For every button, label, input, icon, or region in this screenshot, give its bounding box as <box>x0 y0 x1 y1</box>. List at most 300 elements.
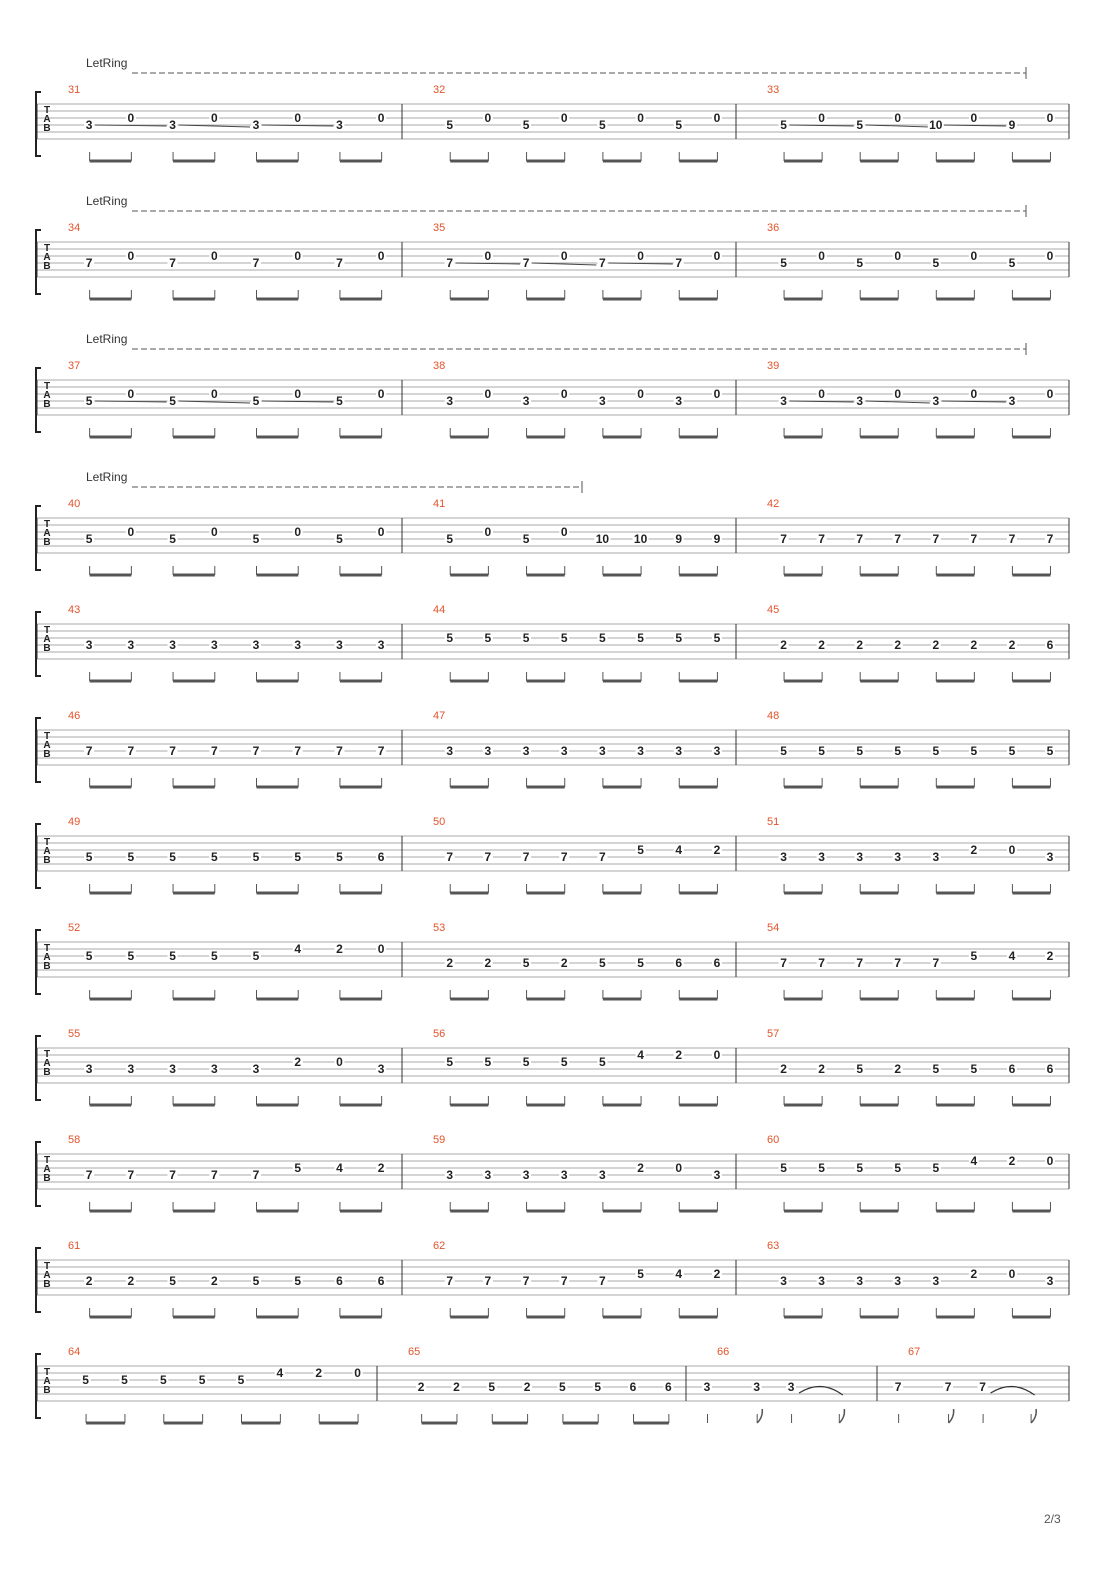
fret-number: 7 <box>944 1380 952 1394</box>
fret-number: 7 <box>856 956 864 970</box>
fret-number: 5 <box>488 1380 496 1394</box>
measure <box>68 1240 386 1317</box>
tab-system <box>36 604 1069 681</box>
measure <box>433 498 722 575</box>
fret-number: 3 <box>169 118 176 132</box>
fret-number: 5 <box>1046 744 1054 758</box>
fret-number: 0 <box>818 249 825 263</box>
fret-number: 4 <box>1008 949 1016 963</box>
fret-number: 2 <box>675 1048 683 1062</box>
fret-number: 3 <box>560 1168 568 1182</box>
fret-number: 5 <box>780 1161 787 1175</box>
fret-number: 9 <box>675 532 683 546</box>
fret-number: 5 <box>82 1373 89 1387</box>
fret-number: 3 <box>560 744 568 758</box>
fret-number: 0 <box>1046 249 1054 263</box>
fret-number: 0 <box>484 111 492 125</box>
fret-number: 7 <box>522 1274 530 1288</box>
measure <box>767 498 1055 575</box>
measure <box>893 1346 1036 1423</box>
measure-number: 62 <box>433 1240 446 1252</box>
fret-number: 2 <box>377 1161 385 1175</box>
fret-number: 2 <box>446 956 454 970</box>
fret-number: 5 <box>237 1373 245 1387</box>
fret-number: 7 <box>675 256 683 270</box>
fret-number: 5 <box>637 631 644 645</box>
fret-number: 3 <box>336 118 343 132</box>
fret-number: 5 <box>169 532 176 546</box>
measure-number: 54 <box>767 922 780 934</box>
fret-number: 5 <box>560 1055 568 1069</box>
fret-number: 7 <box>85 1168 93 1182</box>
fret-number: 2 <box>818 1062 825 1076</box>
fret-number: 6 <box>675 956 683 970</box>
measure-number: 46 <box>68 710 81 722</box>
fret-number: 0 <box>1008 1267 1016 1281</box>
fret-number: 3 <box>252 1062 260 1076</box>
fret-number: 7 <box>85 256 93 270</box>
fret-number: 5 <box>336 532 343 546</box>
measure-number: 63 <box>767 1240 780 1252</box>
fret-number: 3 <box>932 394 940 408</box>
fret-number: 5 <box>252 1274 260 1288</box>
fret-number: 3 <box>85 1062 93 1076</box>
fret-number: 5 <box>970 1062 978 1076</box>
fret-number: 9 <box>713 532 721 546</box>
tab-system <box>36 332 1069 437</box>
fret-number: 0 <box>637 249 644 263</box>
measure <box>68 710 386 787</box>
fret-number: 3 <box>599 1168 606 1182</box>
tab-system <box>36 816 1069 893</box>
fret-number: 5 <box>818 744 825 758</box>
fret-number: 2 <box>856 638 864 652</box>
fret-number: 3 <box>127 1062 135 1076</box>
fret-number: 7 <box>127 744 135 758</box>
tab-system <box>36 1240 1069 1317</box>
measure-number: 42 <box>767 498 780 510</box>
fret-number: 5 <box>637 956 644 970</box>
fret-number: 3 <box>210 1062 218 1076</box>
tab-clef-letter: A <box>43 846 51 857</box>
fret-number: 3 <box>446 394 454 408</box>
fret-number: 3 <box>1046 1274 1054 1288</box>
measure-number: 57 <box>767 1028 780 1040</box>
fret-number: 7 <box>894 1380 902 1394</box>
fret-number: 10 <box>633 532 648 546</box>
tab-clef-letter: A <box>43 1164 51 1175</box>
let-ring-label: LetRing <box>86 470 128 484</box>
tab-clef-letter: B <box>43 399 51 410</box>
tab-clef-letter: A <box>43 1058 51 1069</box>
fret-number: 2 <box>713 843 721 857</box>
fret-number: 4 <box>276 1366 284 1380</box>
measure <box>767 222 1055 299</box>
fret-number: 0 <box>210 249 218 263</box>
fret-number: 0 <box>210 111 218 125</box>
fret-number: 2 <box>970 1267 978 1281</box>
fret-number: 3 <box>599 394 606 408</box>
fret-number: 5 <box>198 1373 206 1387</box>
fret-number: 3 <box>856 394 864 408</box>
measure-number: 67 <box>908 1346 921 1358</box>
measure <box>433 604 722 681</box>
fret-number: 4 <box>675 1267 683 1281</box>
tab-clef-letter: A <box>43 252 51 263</box>
measure <box>68 604 386 681</box>
fret-number: 5 <box>252 850 260 864</box>
fret-number: 5 <box>856 744 864 758</box>
fret-number: 2 <box>336 942 343 956</box>
tab-clef-letter: T <box>43 1155 51 1166</box>
tab-clef-letter: A <box>43 1270 51 1281</box>
fret-number: 3 <box>522 394 530 408</box>
tab-clef-letter: T <box>43 381 51 392</box>
fret-number: 3 <box>127 638 135 652</box>
fret-number: 7 <box>210 744 218 758</box>
measure <box>767 816 1055 893</box>
fret-number: 3 <box>818 850 825 864</box>
fret-number: 5 <box>1008 744 1016 758</box>
fret-number: 4 <box>336 1161 343 1175</box>
fret-number: 3 <box>753 1380 761 1394</box>
fret-number: 3 <box>484 744 492 758</box>
fret-number: 3 <box>713 1168 721 1182</box>
fret-number: 6 <box>1008 1062 1016 1076</box>
measure-number: 55 <box>68 1028 81 1040</box>
fret-number: 5 <box>484 1055 492 1069</box>
fret-number: 5 <box>446 532 454 546</box>
fret-number: 6 <box>377 1274 385 1288</box>
fret-number: 7 <box>599 850 606 864</box>
measure <box>433 1240 722 1317</box>
let-ring-label: LetRing <box>86 56 128 70</box>
tab-system <box>36 470 1069 575</box>
tab-system <box>36 194 1069 299</box>
fret-number: 5 <box>970 949 978 963</box>
fret-number: 7 <box>979 1380 986 1394</box>
fret-number: 5 <box>713 631 721 645</box>
fret-number: 0 <box>1046 387 1054 401</box>
eighth-flag <box>1031 1409 1036 1423</box>
fret-number: 0 <box>560 249 568 263</box>
tab-clef-letter: B <box>43 1067 51 1078</box>
measure <box>68 498 386 575</box>
fret-number: 5 <box>856 256 864 270</box>
measure <box>433 84 722 161</box>
fret-number: 0 <box>560 111 568 125</box>
fret-number: 7 <box>1008 532 1016 546</box>
tab-clef-letter: B <box>43 1173 51 1184</box>
fret-number: 5 <box>159 1373 167 1387</box>
fret-number: 3 <box>637 744 644 758</box>
fret-number: 7 <box>484 850 492 864</box>
fret-number: 0 <box>377 525 385 539</box>
fret-number: 2 <box>713 1267 721 1281</box>
fret-number: 3 <box>522 744 530 758</box>
measure <box>68 222 386 299</box>
fret-number: 5 <box>210 949 218 963</box>
fret-number: 5 <box>85 394 93 408</box>
fret-number: 3 <box>780 850 787 864</box>
fret-number: 3 <box>894 1274 902 1288</box>
tab-clef-letter: A <box>43 634 51 645</box>
fret-number: 7 <box>932 956 940 970</box>
fret-number: 5 <box>559 1380 566 1394</box>
fret-number: 7 <box>932 532 940 546</box>
fret-number: 5 <box>336 394 343 408</box>
fret-number: 7 <box>294 744 302 758</box>
fret-number: 7 <box>522 256 530 270</box>
fret-number: 6 <box>377 850 385 864</box>
fret-number: 3 <box>336 638 343 652</box>
page-number: 2/3 <box>1044 1512 1061 1526</box>
tab-clef-letter: T <box>43 837 51 848</box>
fret-number: 5 <box>522 1055 530 1069</box>
fret-number: 3 <box>1008 394 1016 408</box>
fret-number: 2 <box>1008 1154 1016 1168</box>
fret-number: 7 <box>377 744 385 758</box>
fret-number: 9 <box>1008 118 1016 132</box>
measure-number: 65 <box>408 1346 421 1358</box>
measure-number: 56 <box>433 1028 446 1040</box>
tab-clef-letter: A <box>43 952 51 963</box>
fret-number: 5 <box>522 631 530 645</box>
fret-number: 5 <box>169 850 176 864</box>
fret-number: 5 <box>121 1373 128 1387</box>
fret-number: 6 <box>713 956 721 970</box>
fret-number: 3 <box>210 638 218 652</box>
fret-number: 0 <box>294 249 302 263</box>
fret-number: 0 <box>713 111 721 125</box>
fret-number: 7 <box>210 1168 218 1182</box>
fret-number: 3 <box>675 744 683 758</box>
fret-number: 2 <box>932 638 940 652</box>
fret-number: 0 <box>1046 111 1054 125</box>
tab-clef-letter: B <box>43 749 51 760</box>
fret-number: 7 <box>970 532 978 546</box>
fret-number: 0 <box>560 387 568 401</box>
fret-number: 5 <box>169 1274 176 1288</box>
fret-number: 5 <box>252 532 260 546</box>
tab-clef-letter: T <box>43 625 51 636</box>
measure <box>433 222 722 299</box>
fret-number: 0 <box>210 387 218 401</box>
fret-number: 7 <box>85 744 93 758</box>
fret-number: 5 <box>932 1161 940 1175</box>
fret-number: 5 <box>294 850 302 864</box>
fret-number: 3 <box>446 1168 454 1182</box>
fret-number: 5 <box>675 118 683 132</box>
fret-number: 0 <box>713 387 721 401</box>
fret-number: 7 <box>1046 532 1054 546</box>
fret-number: 3 <box>675 394 683 408</box>
tab-system <box>36 1346 1069 1423</box>
fret-number: 3 <box>294 638 302 652</box>
fret-number: 5 <box>780 118 787 132</box>
measure <box>767 1028 1055 1105</box>
fret-number: 3 <box>780 394 787 408</box>
fret-number: 7 <box>336 744 343 758</box>
tab-clef-letter: A <box>43 740 51 751</box>
fret-number: 3 <box>1046 850 1054 864</box>
fret-number: 5 <box>210 850 218 864</box>
tab-clef-letter: T <box>43 943 51 954</box>
tab-clef-letter: B <box>43 1279 51 1290</box>
fret-number: 5 <box>932 1062 940 1076</box>
fret-number: 2 <box>417 1380 425 1394</box>
fret-number: 7 <box>818 956 825 970</box>
measure-number: 40 <box>68 498 81 510</box>
tab-clef-letter: T <box>43 105 51 116</box>
measure <box>702 1346 844 1423</box>
fret-number: 5 <box>336 850 343 864</box>
tab-clef-letter: T <box>43 731 51 742</box>
fret-number: 3 <box>484 1168 492 1182</box>
fret-number: 5 <box>294 1274 302 1288</box>
eighth-flag <box>839 1409 844 1423</box>
fret-number: 2 <box>210 1274 218 1288</box>
fret-number: 0 <box>294 111 302 125</box>
fret-number: 3 <box>85 118 93 132</box>
fret-number: 5 <box>675 631 683 645</box>
fret-number: 5 <box>1008 256 1016 270</box>
measure-number: 50 <box>433 816 446 828</box>
fret-number: 0 <box>484 387 492 401</box>
fret-number: 2 <box>894 638 902 652</box>
tab-clef-letter: T <box>43 519 51 530</box>
tab-clef-letter: B <box>43 961 51 972</box>
fret-number: 0 <box>294 525 302 539</box>
fret-number: 4 <box>675 843 683 857</box>
tab-clef-letter: A <box>43 528 51 539</box>
fret-number: 4 <box>970 1154 978 1168</box>
tab-clef-letter: B <box>43 537 51 548</box>
fret-number: 6 <box>1046 1062 1054 1076</box>
fret-number: 0 <box>294 387 302 401</box>
measure <box>68 816 386 893</box>
fret-number: 10 <box>595 532 610 546</box>
fret-number: 3 <box>377 638 385 652</box>
measure <box>767 710 1055 787</box>
fret-number: 5 <box>169 949 176 963</box>
measure-number: 34 <box>68 222 81 234</box>
fret-number: 0 <box>127 249 135 263</box>
measure <box>68 1028 386 1105</box>
measure-number: 64 <box>68 1346 81 1358</box>
fret-number: 0 <box>210 525 218 539</box>
measure-number: 39 <box>767 360 780 372</box>
fret-number: 5 <box>637 1267 644 1281</box>
fret-number: 2 <box>1046 949 1054 963</box>
tab-clef-letter: T <box>43 243 51 254</box>
fret-number: 5 <box>85 949 93 963</box>
measure <box>433 922 722 999</box>
fret-number: 3 <box>169 638 176 652</box>
fret-number: 0 <box>377 387 385 401</box>
tab-clef-letter: T <box>43 1367 51 1378</box>
measure-number: 31 <box>68 84 81 96</box>
fret-number: 3 <box>377 1062 385 1076</box>
fret-number: 3 <box>932 850 940 864</box>
fret-number: 0 <box>127 387 135 401</box>
measure-number: 52 <box>68 922 81 934</box>
fret-number: 0 <box>970 249 978 263</box>
tab-system <box>36 1134 1069 1211</box>
fret-number: 7 <box>522 850 530 864</box>
fret-number: 3 <box>856 850 864 864</box>
fret-number: 7 <box>856 532 864 546</box>
fret-number: 5 <box>637 843 644 857</box>
measure <box>433 710 722 787</box>
fret-number: 4 <box>294 942 302 956</box>
fret-number: 7 <box>336 256 343 270</box>
tab-clef-letter: B <box>43 855 51 866</box>
fret-number: 3 <box>818 1274 825 1288</box>
fret-number: 6 <box>336 1274 343 1288</box>
fret-number: 7 <box>127 1168 135 1182</box>
fret-number: 7 <box>780 532 787 546</box>
measure-number: 51 <box>767 816 780 828</box>
fret-number: 0 <box>675 1161 683 1175</box>
measure <box>767 922 1055 999</box>
fret-number: 0 <box>1046 1154 1054 1168</box>
fret-number: 5 <box>599 631 606 645</box>
fret-number: 5 <box>560 631 568 645</box>
tab-system <box>36 56 1069 161</box>
fret-number: 3 <box>713 744 721 758</box>
measure-number: 58 <box>68 1134 81 1146</box>
fret-number: 2 <box>127 1274 135 1288</box>
fret-number: 5 <box>599 118 606 132</box>
measure-number: 37 <box>68 360 81 372</box>
fret-number: 5 <box>127 949 135 963</box>
fret-number: 2 <box>315 1366 323 1380</box>
fret-number: 0 <box>127 525 135 539</box>
fret-number: 2 <box>453 1380 460 1394</box>
fret-number: 3 <box>856 1274 864 1288</box>
fret-number: 7 <box>252 256 260 270</box>
fret-number: 0 <box>354 1366 361 1380</box>
eighth-flag <box>949 1409 954 1423</box>
fret-number: 2 <box>970 843 978 857</box>
fret-number: 7 <box>446 850 454 864</box>
fret-number: 0 <box>818 387 825 401</box>
fret-number: 0 <box>1008 843 1016 857</box>
let-ring-label: LetRing <box>86 332 128 346</box>
fret-number: 3 <box>169 1062 176 1076</box>
fret-number: 5 <box>970 744 978 758</box>
tab-clef-letter: A <box>43 1376 51 1387</box>
measure-number: 49 <box>68 816 81 828</box>
tab-system <box>36 710 1069 787</box>
eighth-flag <box>757 1409 762 1423</box>
fret-number: 0 <box>377 942 385 956</box>
fret-number: 7 <box>894 956 902 970</box>
tab-system <box>36 1028 1069 1105</box>
fret-number: 10 <box>929 118 943 132</box>
measure <box>68 84 386 161</box>
fret-number: 7 <box>446 1274 454 1288</box>
fret-number: 5 <box>522 118 530 132</box>
fret-number: 6 <box>629 1380 637 1394</box>
measure <box>68 1346 363 1423</box>
fret-number: 0 <box>484 525 492 539</box>
fret-number: 2 <box>818 638 825 652</box>
tab-system <box>36 922 1069 999</box>
measure <box>433 1028 722 1105</box>
measure <box>767 1134 1055 1211</box>
